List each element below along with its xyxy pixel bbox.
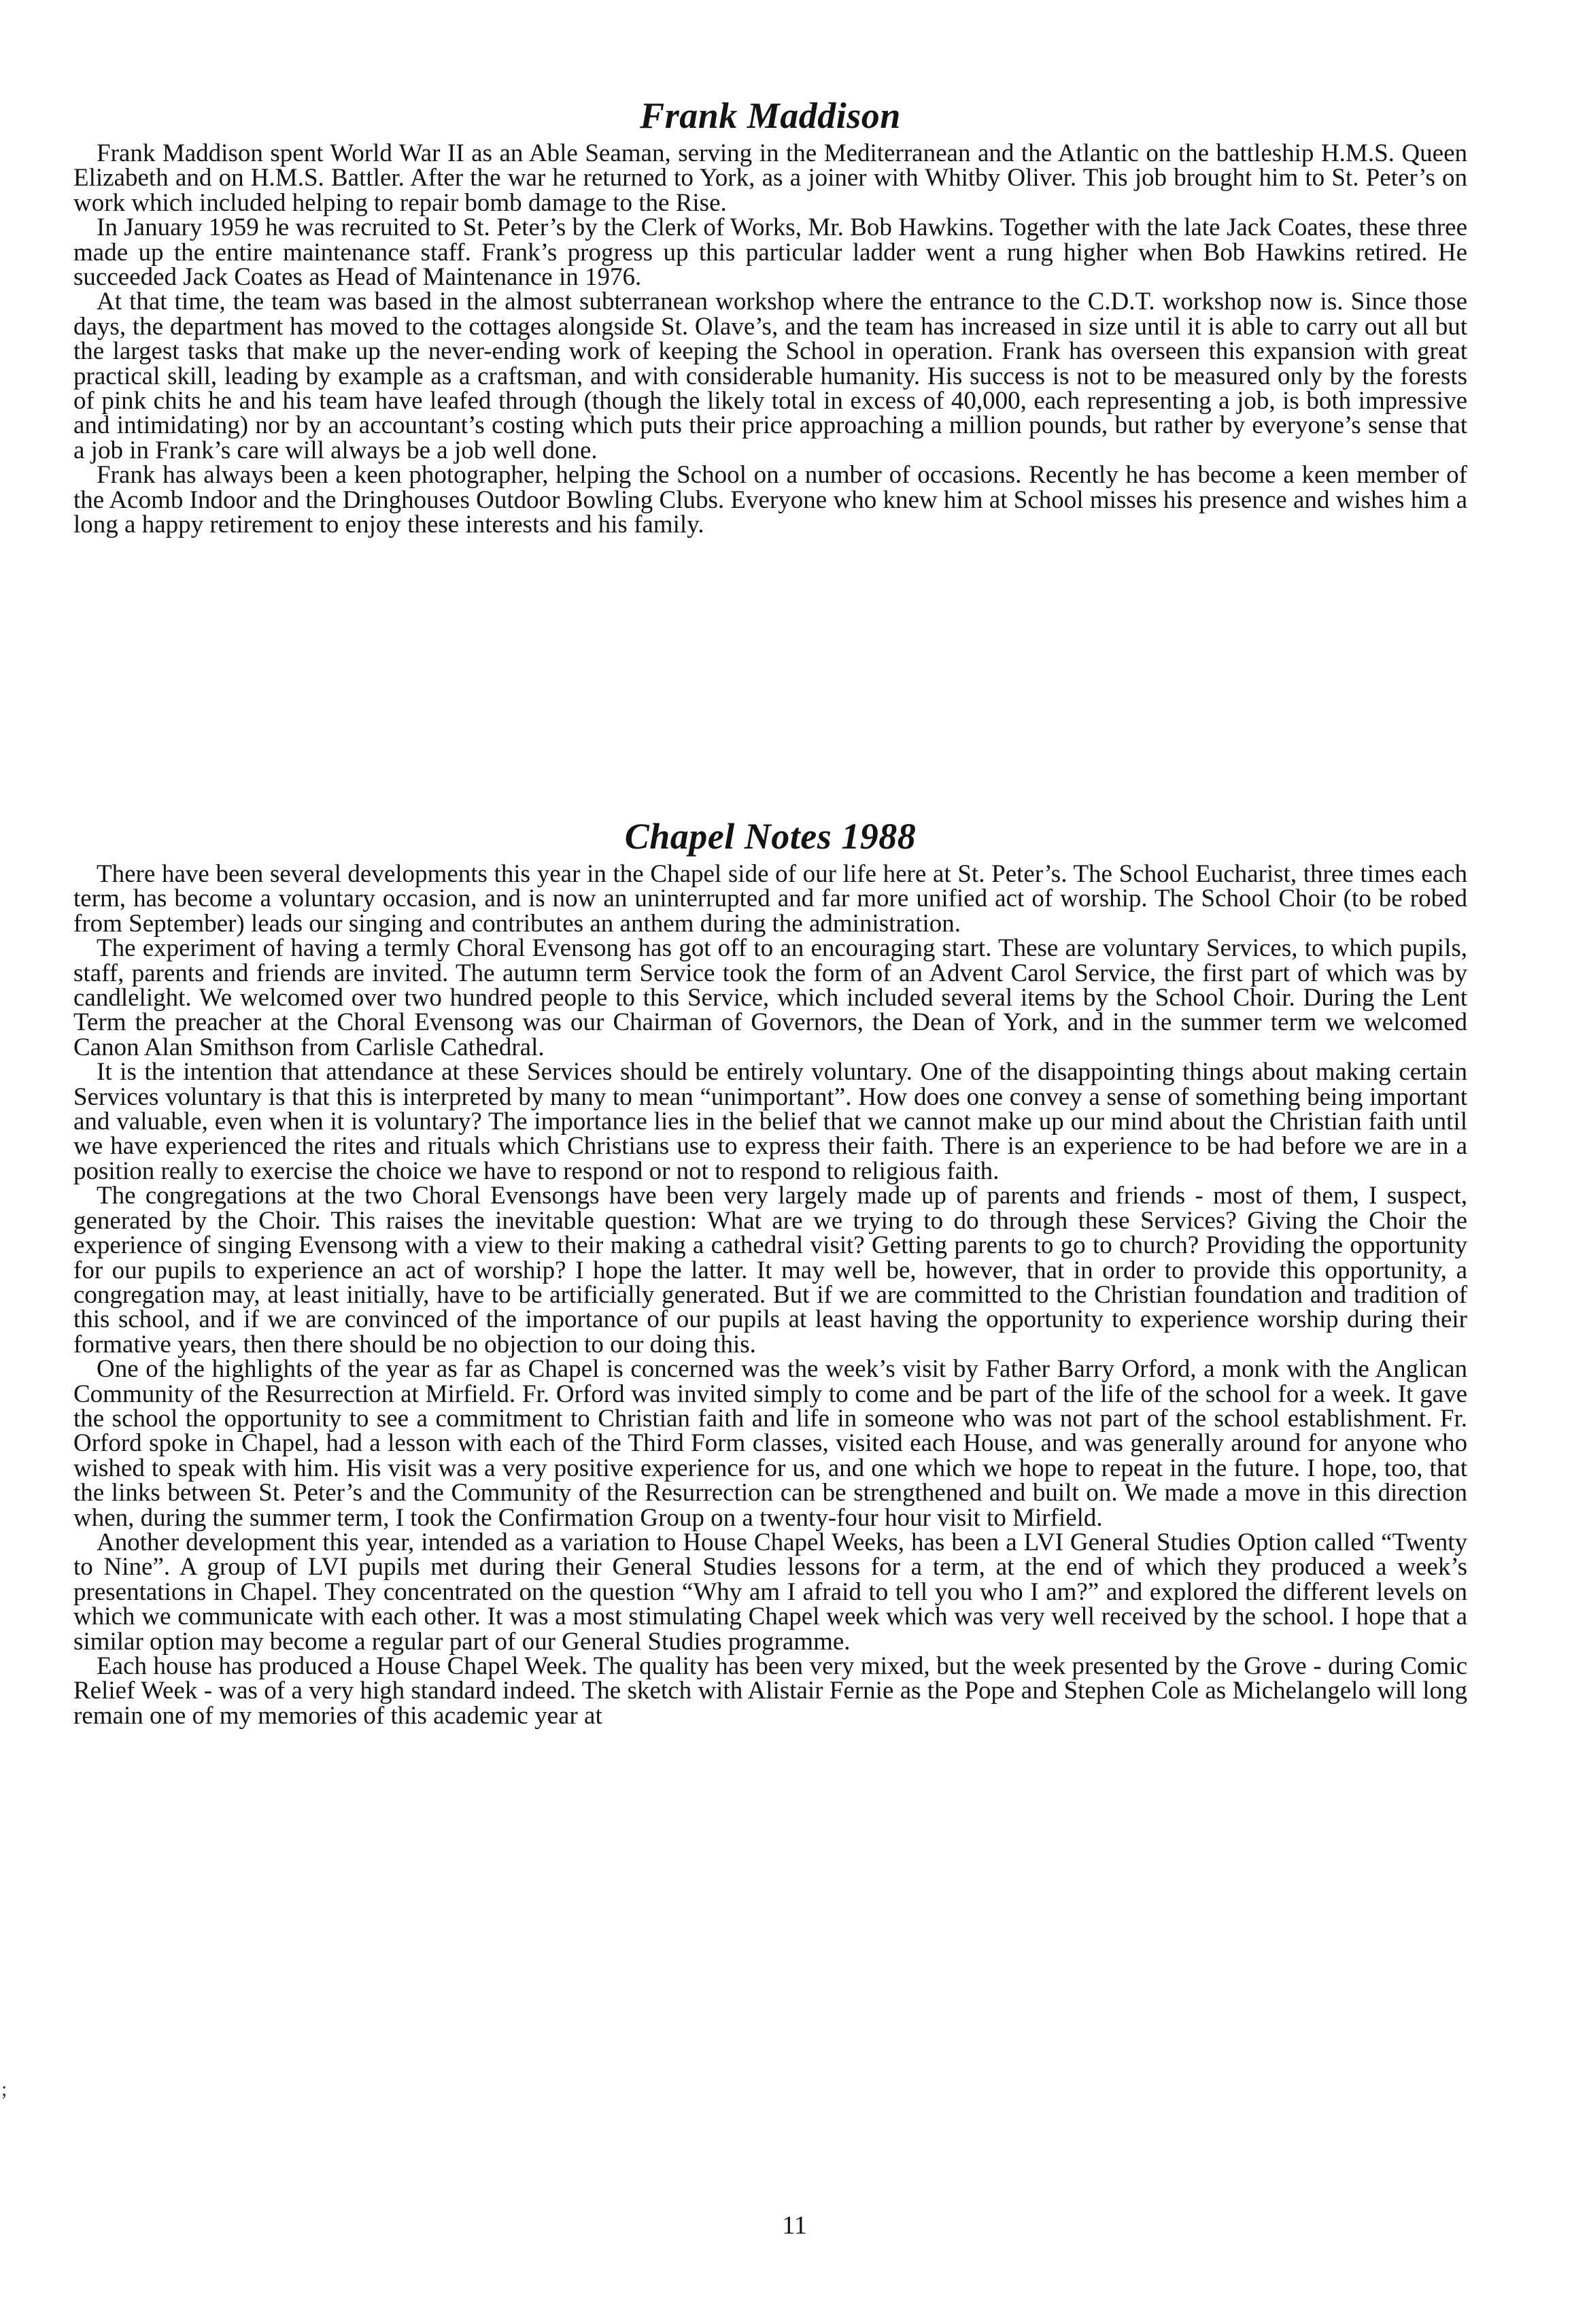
chapel-paragraph-7: Each house has produced a House Chapel Week. The quality has been very mixed, but the week presented by the Grove - during Comic Relief Week - was of a very high standard indeed. The sketch with Alistair Fernie as the Pope and Stephen Cole as Michelangelo will long remain one of my memories of this academic year at <box>73 1652 1467 1730</box>
frank-paragraph-3: At that time, the team was based in the almost subterranean workshop where the entrance to the C.D.T. workshop now is. Since those days, the department has moved to the cottages alongside St. Olave’s, and the team has increased in size until it is able to carry out all but the largest tasks that make up the never-ending work of keeping the School in operation. Frank has overseen this expansion with great practical skill, leading by example as a craftsman, and with considerable humanity. His success is not to be measured only by the forests of pink chits he and his team have leafed through (though the likely total in excess of 40,000, each representing a job, is both impressive and intimidating) nor by an accountant’s costing which puts their price approaching a million pounds, but rather by everyone’s sense that a job in Frank’s care will always be a job well done. <box>73 288 1467 464</box>
frank-paragraph-1: Frank Maddison spent World War II as an Able Seaman, serving in the Mediterranean and the Atlantic on the battleship H.M.S. Queen Elizabeth and on H.M.S. Battler. After the war he returned to York, as a joiner with Whitby Oliver. This job brought him to St. Peter’s on work which included helping to repair bomb damage to the Rise. <box>73 139 1467 217</box>
frank-maddison-heading: Frank Maddison <box>640 95 901 136</box>
chapel-notes-section <box>73 815 1467 1728</box>
chapel-paragraph-2: The experiment of having a termly Choral Evensong has got off to an encouraging start. These are voluntary Services, to which pupils, staff, parents and friends are invited. The autumn term Service took the form of an Advent Carol Service, the first part of which was by candlelight. We welcomed over two hundred people to this Service, which included several items by the School Choir. During the Lent Term the preacher at the Choral Evensong was our Chairman of Governors, the Dean of York, and in the summer term we welcomed Canon Alan Smithson from Carlisle Cathedral. <box>73 934 1467 1061</box>
scan-margin-mark: ; <box>1 2078 7 2100</box>
chapel-paragraph-6: Another development this year, intended as a variation to House Chapel Weeks, has been a LVI General Studies Option called “Twenty to Nine”. A group of LVI pupils met during their General Studies lessons for a term, at the end of which they produced a week’s presentations in Chapel. They concentrated on the question “Why am I afraid to tell you who I am?” and explored the different levels on which we communicate with each other. It was a most stimulating Chapel week which was very well received by the school. I hope that a similar option may become a regular part of our General Studies programme. <box>73 1528 1467 1656</box>
frank-maddison-section <box>73 94 1467 538</box>
chapel-paragraph-5: One of the highlights of the year as far as Chapel is concerned was the week’s visit by Father Barry Orford, a monk with the Anglican Community of the Resurrection at Mirfield. Fr. Orford was invited simply to come and be part of the life of the school for a week. It gave the school the opportunity to see a commitment to Christian faith and life in someone who was not part of the school establishment. Fr. Orford spoke in Chapel, had a lesson with each of the Third Form classes, visited each House, and was generally around for anyone who wished to speak with him. His visit was a very positive experience for us, and one which we hope to repeat in the future. I hope, too, that the links between St. Peter’s and the Community of the Resurrection can be strengthened and built on. We made a move in this direction when, during the summer term, I took the Confirmation Group on a twenty-four hour visit to Mirfield. <box>73 1355 1467 1532</box>
frank-paragraph-4: Frank has always been a keen photographer, helping the School on a number of occasions. Recently he has become a keen member of the Acomb Indoor and the Dringhouses Outdoor Bowling Clubs. Everyone who knew him at School misses his presence and wishes him a long a happy retirement to enjoy these interests and his family. <box>73 461 1467 539</box>
chapel-paragraph-3: It is the intention that attendance at these Services should be entirely voluntary. One of the disappointing things about making certain Services voluntary is that this is interpreted by many to mean “unimportant”. How does one convey a sense of something being important and valuable, even when it is voluntary? The importance lies in the belief that we cannot make up our mind about the Christian faith until we have experienced the rites and rituals which Christians use to express their faith. There is an experience to be had before we are in a position really to exercise the choice we have to respond or not to respond to religious faith. <box>73 1058 1467 1185</box>
chapel-notes-heading: Chapel Notes 1988 <box>624 816 917 857</box>
page-number: 11 <box>782 2211 807 2240</box>
chapel-paragraph-4: The congregations at the two Choral Evensongs have been very largely made up of parents and friends - most of them, I suspect, generated by the Choir. This raises the inevitable question: What are we trying to do through these Services? Giving the Choir the experience of singing Evensong with a view to their making a cathedral visit? Getting parents to go to church? Providing the opportunity for our pupils to experience an act of worship? I hope the latter. It may well be, however, that in order to provide this opportunity, a congregation may, at least initially, have to be artificially generated. But if we are committed to the Christian foundation and tradition of this school, and if we are convinced of the importance of our pupils at least having the opportunity to experience worship during their formative years, then there should be no objection to our doing this. <box>73 1182 1467 1358</box>
chapel-paragraph-1: There have been several developments this year in the Chapel side of our life here at St. Peter’s. The School Eucharist, three times each term, has become a voluntary occasion, and is now an uninterrupted and far more unified act of worship. The School Choir (to be robed from September) leads our singing and contributes an anthem during the administration. <box>73 860 1467 938</box>
frank-paragraph-2: In January 1959 he was recruited to St. Peter’s by the Clerk of Works, Mr. Bob Hawkins. Together with the late Jack Coates, these three made up the entire maintenance staff. Frank’s progress up this particular ladder went a rung higher when Bob Hawkins retired. He succeeded Jack Coates as Head of Maintenance in 1976. <box>73 213 1467 292</box>
